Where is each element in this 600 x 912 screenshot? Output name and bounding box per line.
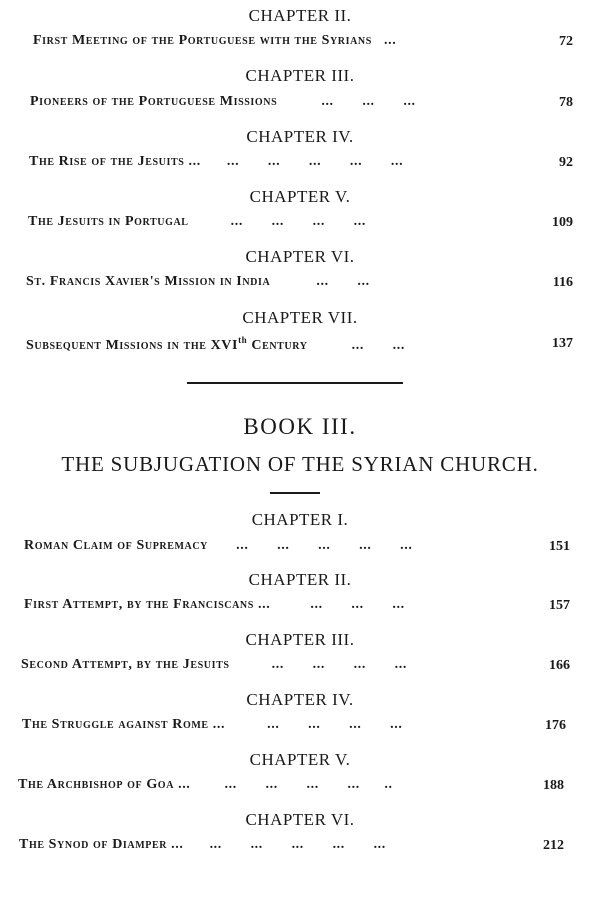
page-number: 151 (549, 539, 570, 554)
contents-entry (26, 335, 405, 354)
section-divider (187, 382, 403, 384)
chapter-heading: CHAPTER I. (251, 510, 349, 529)
contents-entry (29, 154, 403, 170)
entry-leader: ... ... ... (321, 94, 416, 109)
page-number: 92 (559, 155, 573, 170)
contents-entry (22, 717, 402, 733)
chapter-heading: CHAPTER VI. (245, 247, 355, 266)
chapter-heading: CHAPTER II. (248, 6, 352, 25)
chapter-heading: CHAPTER III. (245, 630, 355, 649)
contents-entry (30, 94, 416, 110)
entry-title: The Rise of the Jesuits ... (29, 154, 201, 169)
chapter-heading: CHAPTER V. (249, 187, 351, 206)
contents-entry (18, 777, 393, 793)
entry-leader: ... ... ... ... (267, 717, 403, 732)
entry-leader: ... ... (316, 274, 370, 289)
short-divider (270, 492, 320, 494)
chapter-heading: CHAPTER IV. (246, 690, 354, 709)
entry-title: The Struggle against Rome ... (22, 717, 226, 732)
entry-title: The Synod of Diamper ... (19, 837, 184, 852)
page-number: 109 (552, 215, 573, 230)
entry-leader: ... ... ... ... ... (226, 154, 404, 169)
page-number: 157 (549, 598, 570, 613)
page-number: 137 (552, 336, 573, 351)
chapter-heading: CHAPTER IV. (246, 127, 354, 146)
contents-entry (33, 33, 396, 49)
entry-leader: ... (384, 33, 397, 48)
entry-title: First Attempt, by the Franciscans ... (24, 597, 271, 612)
page-number: 212 (543, 838, 564, 853)
chapter-heading: CHAPTER V. (249, 750, 351, 769)
chapter-heading: CHAPTER VII. (242, 308, 358, 327)
page-number: 188 (543, 778, 564, 793)
entry-title: St. Francis Xavier's Mission in India (26, 274, 271, 289)
entry-title: Subsequent Missions in the XVIth Century (26, 335, 308, 353)
entry-title: First Meeting of the Portuguese with the Syrians (33, 33, 372, 48)
page-number: 166 (549, 658, 570, 673)
entry-leader: ... ... ... ... (230, 214, 366, 229)
chapter-heading: CHAPTER VI. (245, 810, 355, 829)
page-number: 72 (559, 34, 573, 49)
page-number: 116 (552, 275, 573, 290)
book-subtitle: THE SUBJUGATION OF THE SYRIAN CHURCH. (61, 452, 539, 476)
entry-leader: ... ... ... ... ... (209, 837, 386, 852)
contents-entry (19, 837, 386, 853)
entry-title: Second Attempt, by the Jesuits (21, 657, 230, 672)
entry-leader: ... ... ... (310, 597, 405, 612)
chapter-heading: CHAPTER II. (248, 570, 352, 589)
entry-title: The Jesuits in Portugal (28, 214, 189, 229)
entry-leader: ... ... ... ... ... (236, 538, 413, 553)
contents-entry (24, 538, 412, 554)
contents-entry (24, 597, 405, 613)
chapter-heading: CHAPTER III. (245, 66, 355, 85)
entry-leader: ... ... (351, 338, 405, 353)
entry-title: Roman Claim of Supremacy (24, 538, 209, 553)
entry-title: The Archbishop of Goa ... (18, 777, 191, 792)
book-title: BOOK III. (243, 414, 357, 439)
contents-entry (28, 214, 366, 230)
entry-leader: ... ... ... ... .. (224, 777, 393, 792)
entry-leader: ... ... ... ... (271, 657, 407, 672)
page-number: 176 (545, 718, 566, 733)
page-number: 78 (559, 95, 573, 110)
contents-entry (26, 274, 370, 290)
entry-title: Pioneers of the Portuguese Missions (30, 94, 278, 109)
contents-entry (21, 657, 407, 673)
